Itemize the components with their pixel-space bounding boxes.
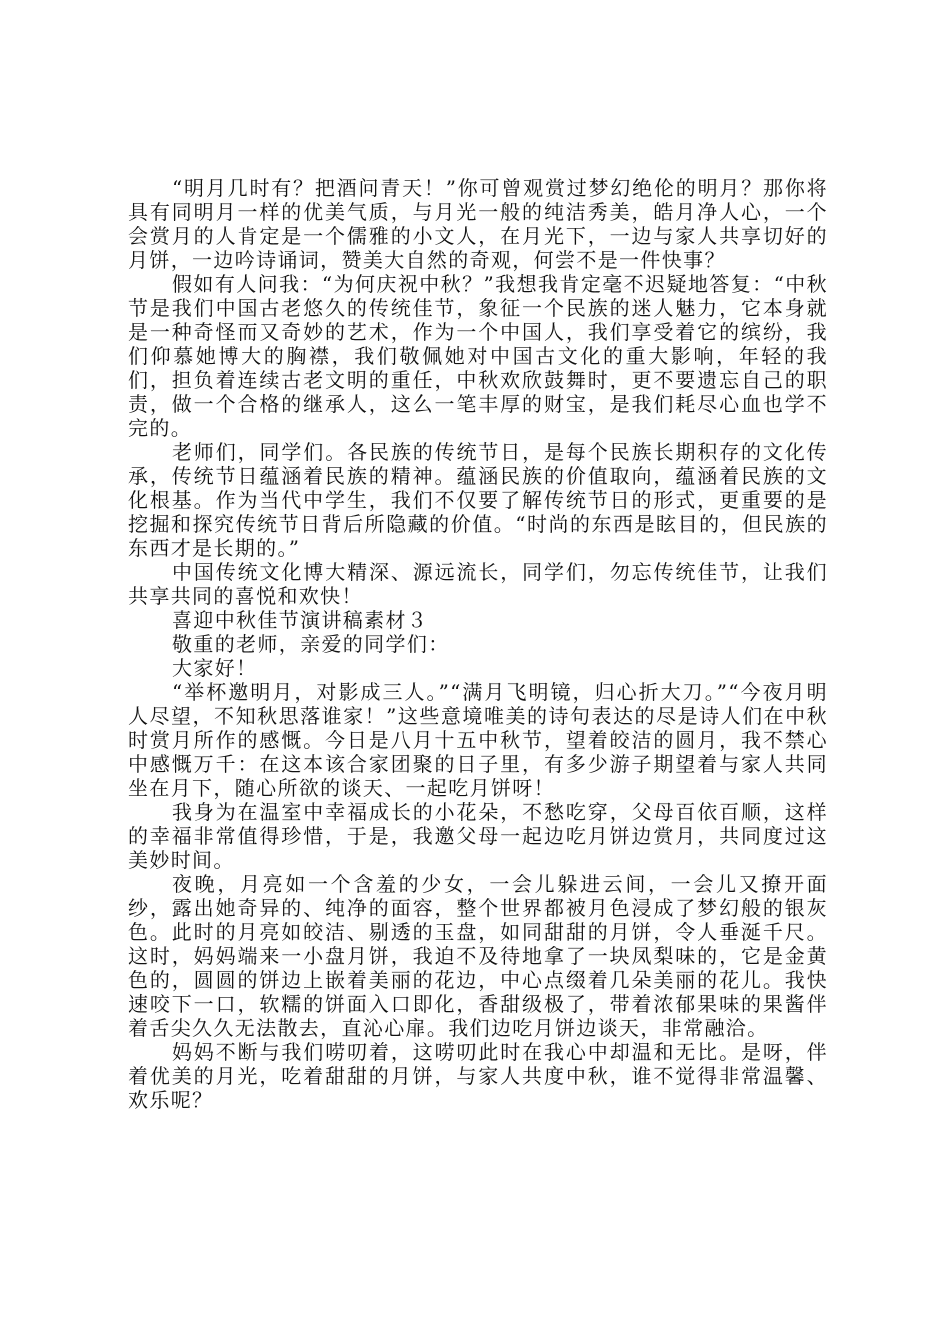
paragraph-culture: 中国传统文化博大精深、源远流长，同学们，勿忘传统佳节，让我们共享共同的喜悦和欢快！ [128, 560, 828, 608]
paragraph-happiness: 我身为在温室中幸福成长的小花朵，不愁吃穿，父母百依百顺，这样的幸福非常值得珍惜，于是，我邀父母一起边吃月饼边赏月，共同度过这美妙时间。 [128, 800, 828, 872]
paragraph-moon-appreciation: “明月几时有？把酒问青天！”你可曾观赏过梦幻绝伦的明月？那你将具有同明月一样的优美气质，与月光一般的纯洁秀美，皓月净人心，一个会赏月的人肯定是一个儒雅的小文人，在月光下，一边与家人共享切好的月饼，一边吟诗诵词，赞美大自然的奇观，何尝不是一件快事？ [128, 176, 828, 272]
paragraph-poems: “举杯邀明月，对影成三人。”“满月飞明镜，归心折大刀。”“今夜月明人尽望，不知秋思落谁家！”这些意境唯美的诗句表达的尽是诗人们在中秋时赏月所作的感慨。今日是八月十五中秋节，望着皎洁的圆月，我不禁心中感慨万千：在这本该合家团聚的日子里，有多少游子期望着与家人共同坐在月下，随心所欲的谈天、一起吃月饼呀！ [128, 680, 828, 800]
section-heading: 喜迎中秋佳节演讲稿素材３ [172, 608, 429, 632]
paragraph-night-moon: 夜晚，月亮如一个含羞的少女，一会儿躲进云间，一会儿又撩开面纱，露出她奇异的、纯净的面容，整个世界都被月色浸成了梦幻般的银灰色。此时的月亮如皎洁、剔透的玉盘，如同甜甜的月饼，令人垂涎千尺。这时，妈妈端来一小盘月饼，我迫不及待地拿了一块凤梨味的，它是金黄色的，圆圆的饼边上嵌着美丽的花边，中心点缀着几朵美丽的花儿。我快速咬下一口，软糯的饼面入口即化，香甜级极了，带着浓郁果味的果酱伴着舌尖久久无法散去，直沁心扉。我们边吃月饼边谈天，非常融洽。 [128, 872, 828, 1040]
document-body [128, 176, 828, 1112]
paragraph-traditional-festivals: 老师们，同学们。各民族的传统节日，是每个民族长期积存的文化传承，传统节日蕴涵着民族的精神。蕴涵民族的价值取向，蕴涵着民族的文化根基。作为当代中学生，我们不仅要了解传统节日的形式，更重要的是挖掘和探究传统节日背后所隐藏的价值。“时尚的东西是眩目的，但民族的东西才是长期的。” [128, 440, 828, 560]
greeting: 大家好！ [172, 656, 258, 680]
paragraph-why-celebrate: 假如有人问我：“为何庆祝中秋？”我想我肯定毫不迟疑地答复：“中秋节是我们中国古老悠久的传统佳节，象征一个民族的迷人魅力，它本身就是一种奇怪而又奇妙的艺术，作为一个中国人，我们享受着它的缤纷，我们仰慕她博大的胸襟，我们敬佩她对中国古文化的重大影响，年轻的我们，担负着连续古老文明的重任，中秋欢欣鼓舞时，更不要遗忘自己的职责，做一个合格的继承人，这么一笔丰厚的财宝，是我们耗尽心血也学不完的。 [128, 272, 828, 440]
paragraph-mother: 妈妈不断与我们唠叨着，这唠叨此时在我心中却温和无比。是呀，伴着优美的月光，吃着甜甜的月饼，与家人共度中秋，谁不觉得非常温馨、欢乐呢？ [128, 1040, 828, 1112]
salutation: 敬重的老师，亲爱的同学们： [172, 632, 450, 656]
